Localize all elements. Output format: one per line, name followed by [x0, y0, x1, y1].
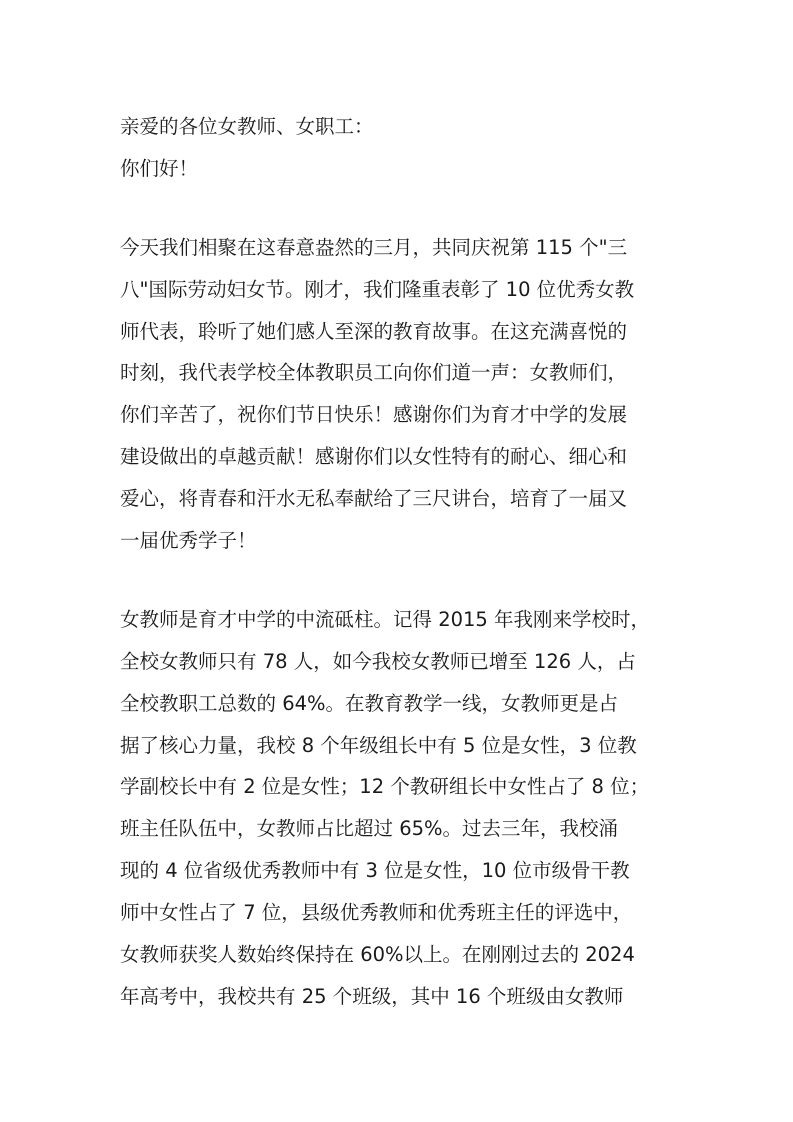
text-line: 班主任队伍中，女教师占比超过 65%。过去三年，我校涌 — [120, 817, 619, 841]
text-line: 师中女性占了 7 位，县级优秀教师和优秀班主任的评选中， — [120, 901, 633, 925]
greeting-hello: 你们好！ — [120, 156, 199, 180]
text-line: 女教师获奖人数始终保持在 60%以上。在刚刚过去的 2024 — [120, 943, 635, 967]
salutation: 亲爱的各位女教师、女职工： — [120, 115, 374, 138]
text-line: 今天我们相聚在这春意盎然的三月，共同庆祝第 115 个"三 — [120, 235, 628, 259]
text-line: 女教师是育才中学的中流砥柱。记得 2015 年我刚来学校时， — [120, 607, 651, 631]
text-line: 师代表，聆听了她们感人至深的教育故事。在这充满喜悦的 — [120, 319, 628, 343]
text-line: 时刻，我代表学校全体教职员工向你们道一声：女教师们， — [120, 361, 628, 385]
text-line: 八"国际劳动妇女节。刚才，我们隆重表彰了 10 位优秀女教 — [120, 277, 635, 301]
text-line: 建设做出的卓越贡献！感谢你们以女性特有的耐心、细心和 — [120, 445, 628, 469]
text-line: 年高考中，我校共有 25 个班级，其中 16 个班级由女教师 — [120, 984, 624, 1008]
paragraph-2 — [120, 599, 690, 1018]
text-line: 爱心，将青春和汗水无私奉献给了三尺讲台，培育了一届又 — [120, 487, 628, 511]
text-line: 据了核心力量，我校 8 个年级组长中有 5 位是女性，3 位教 — [120, 733, 637, 757]
text-line: 一届优秀学子！ — [120, 529, 257, 553]
paragraph-1 — [120, 227, 690, 562]
text-line: 你们辛苦了，祝你们节日快乐！感谢你们为育才中学的发展 — [120, 403, 628, 427]
greeting — [120, 106, 690, 190]
text-line: 学副校长中有 2 位是女性；12 个教研组长中女性占了 8 位； — [120, 775, 650, 799]
text-line: 全校女教师只有 78 人，如今我校女教师已增至 126 人，占 — [120, 649, 636, 673]
document-page — [120, 106, 690, 1018]
text-line: 全校教职工总数的 64%。在教育教学一线，女教师更是占 — [120, 691, 619, 715]
text-line: 现的 4 位省级优秀教师中有 3 位是女性，10 位市级骨干教 — [120, 859, 630, 883]
